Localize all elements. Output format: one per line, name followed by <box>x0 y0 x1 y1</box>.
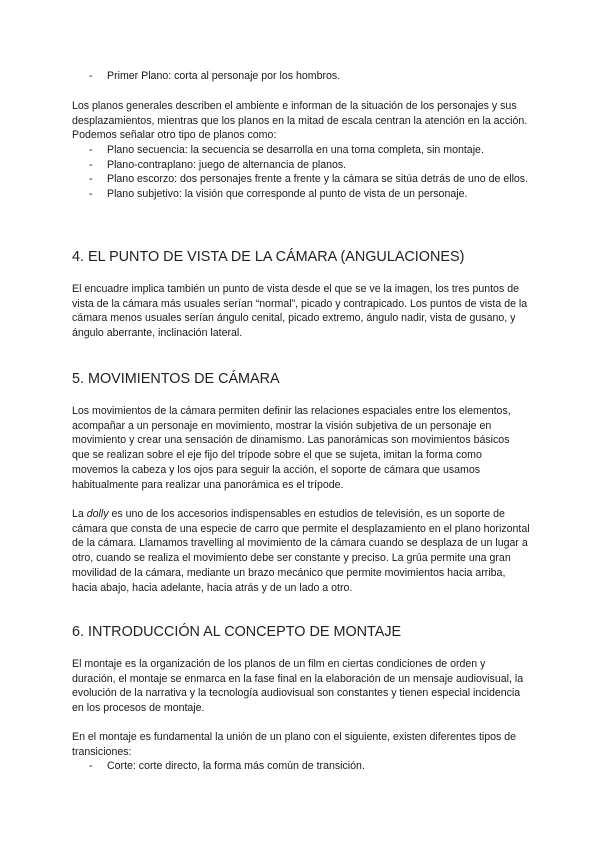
bullet-marker: - <box>89 158 93 171</box>
section-heading-4: 4. EL PUNTO DE VISTA DE LA CÁMARA (ANGULACIONES) <box>72 249 465 265</box>
list-item <box>72 158 530 173</box>
bullet-list-planos <box>72 143 530 202</box>
paragraph-montaje: El montaje es la organización de los planos de un film en ciertas condiciones de orden y duración, el montaje se enmarca en la fase final en la elaboración de un mensaje audiovisual, la evolución de la narrativa y la tecnología audiovisual son constantes y tienen especial incidencia en los procesos de montaje. <box>72 658 524 715</box>
list-item <box>72 187 530 202</box>
bullet-marker: - <box>89 70 93 82</box>
bullet-list-primer-plano <box>72 69 530 84</box>
list-item <box>72 69 530 84</box>
list-item-text: Plano secuencia: la secuencia se desarrolla en una toma completa, sin montaje. <box>107 144 484 156</box>
list-item <box>72 759 530 774</box>
text-fragment: La <box>72 508 87 520</box>
bullet-marker: - <box>89 760 93 772</box>
bullet-marker: - <box>89 144 93 156</box>
paragraph-dolly <box>72 507 530 595</box>
emphasis-dolly: dolly <box>86 508 109 520</box>
list-item-text: Plano-contraplano: juego de alternancia de planos. <box>107 158 347 171</box>
bullet-marker: - <box>89 188 93 201</box>
paragraph-planos-generales: Los planos generales describen el ambiente e informan de la situación de los personajes y sus desplazamientos, mientras que los planos en la mitad de escala centran la atención en la acción. Podemos señalar otro tipo de planos como: <box>72 100 528 142</box>
paragraph-punto-de-vista: El encuadre implica también un punto de vista desde el que se ve la imagen, los tres puntos de vista de la cámara más usuales serían “normal”, picado y contrapicado. Los puntos de vista de la cámara menos usuales serían ángulo cenital, picado extremo, ángulo nadir, vista de gusano, y ángulo aberrante, inclinación lateral. <box>72 283 528 340</box>
paragraph-transiciones: En el montaje es fundamental la unión de un plano con el siguiente, existen diferentes tipos de transiciones: <box>72 731 517 758</box>
text-fragment: es uno de los accesorios indispensables en estudios de televisión, es un soporte de cámara que consta de una especie de carro que permite el desplazamiento en el plano horizontal de la cámara. Llamamos travelling al movimiento de la cámara cuando se desplaza de un lugar a otro, cuando se realiza el movimiento debe ser constante y preciso. La grúa permite una gran movilidad de la cámara, mediante un brazo mecánico que permite movimientos hacia arriba, hacia abajo, hacia adelante, hacia atrás y de un lado a otro. <box>72 508 530 594</box>
list-item <box>72 172 530 187</box>
section-heading-5: 5. MOVIMIENTOS DE CÁMARA <box>72 371 280 387</box>
list-item-text: Primer Plano: corta al personaje por los hombros. <box>107 70 341 82</box>
list-item-text: Plano subjetivo: la visión que corresponde al punto de vista de un personaje. <box>107 188 468 201</box>
list-item <box>72 143 530 158</box>
list-item-text: Plano escorzo: dos personajes frente a frente y la cámara se sitúa detrás de uno de ellos. <box>107 173 529 186</box>
list-item-text: Corte: corte directo, la forma más común de transición. <box>107 760 365 772</box>
section-heading-6: 6. INTRODUCCIÓN AL CONCEPTO DE MONTAJE <box>72 624 402 640</box>
paragraph-movimientos: Los movimientos de la cámara permiten definir las relaciones espaciales entre los elementos, acompañar a un personaje en movimiento, mostrar la visión subjetiva de un personaje en movimiento y crear una sensación de dinamismo. Las panorámicas son movimientos básicos que se realizan sobre el eje fijo del trípode sobre el que se sujeta, imitan la forma como movemos la cabeza y los ojos para seguir la acción, el soporte de cámara que usamos habitualmente para realizar una panorámica es el trípode. <box>72 405 511 491</box>
bullet-list-transiciones <box>72 759 530 774</box>
bullet-marker: - <box>89 173 93 186</box>
